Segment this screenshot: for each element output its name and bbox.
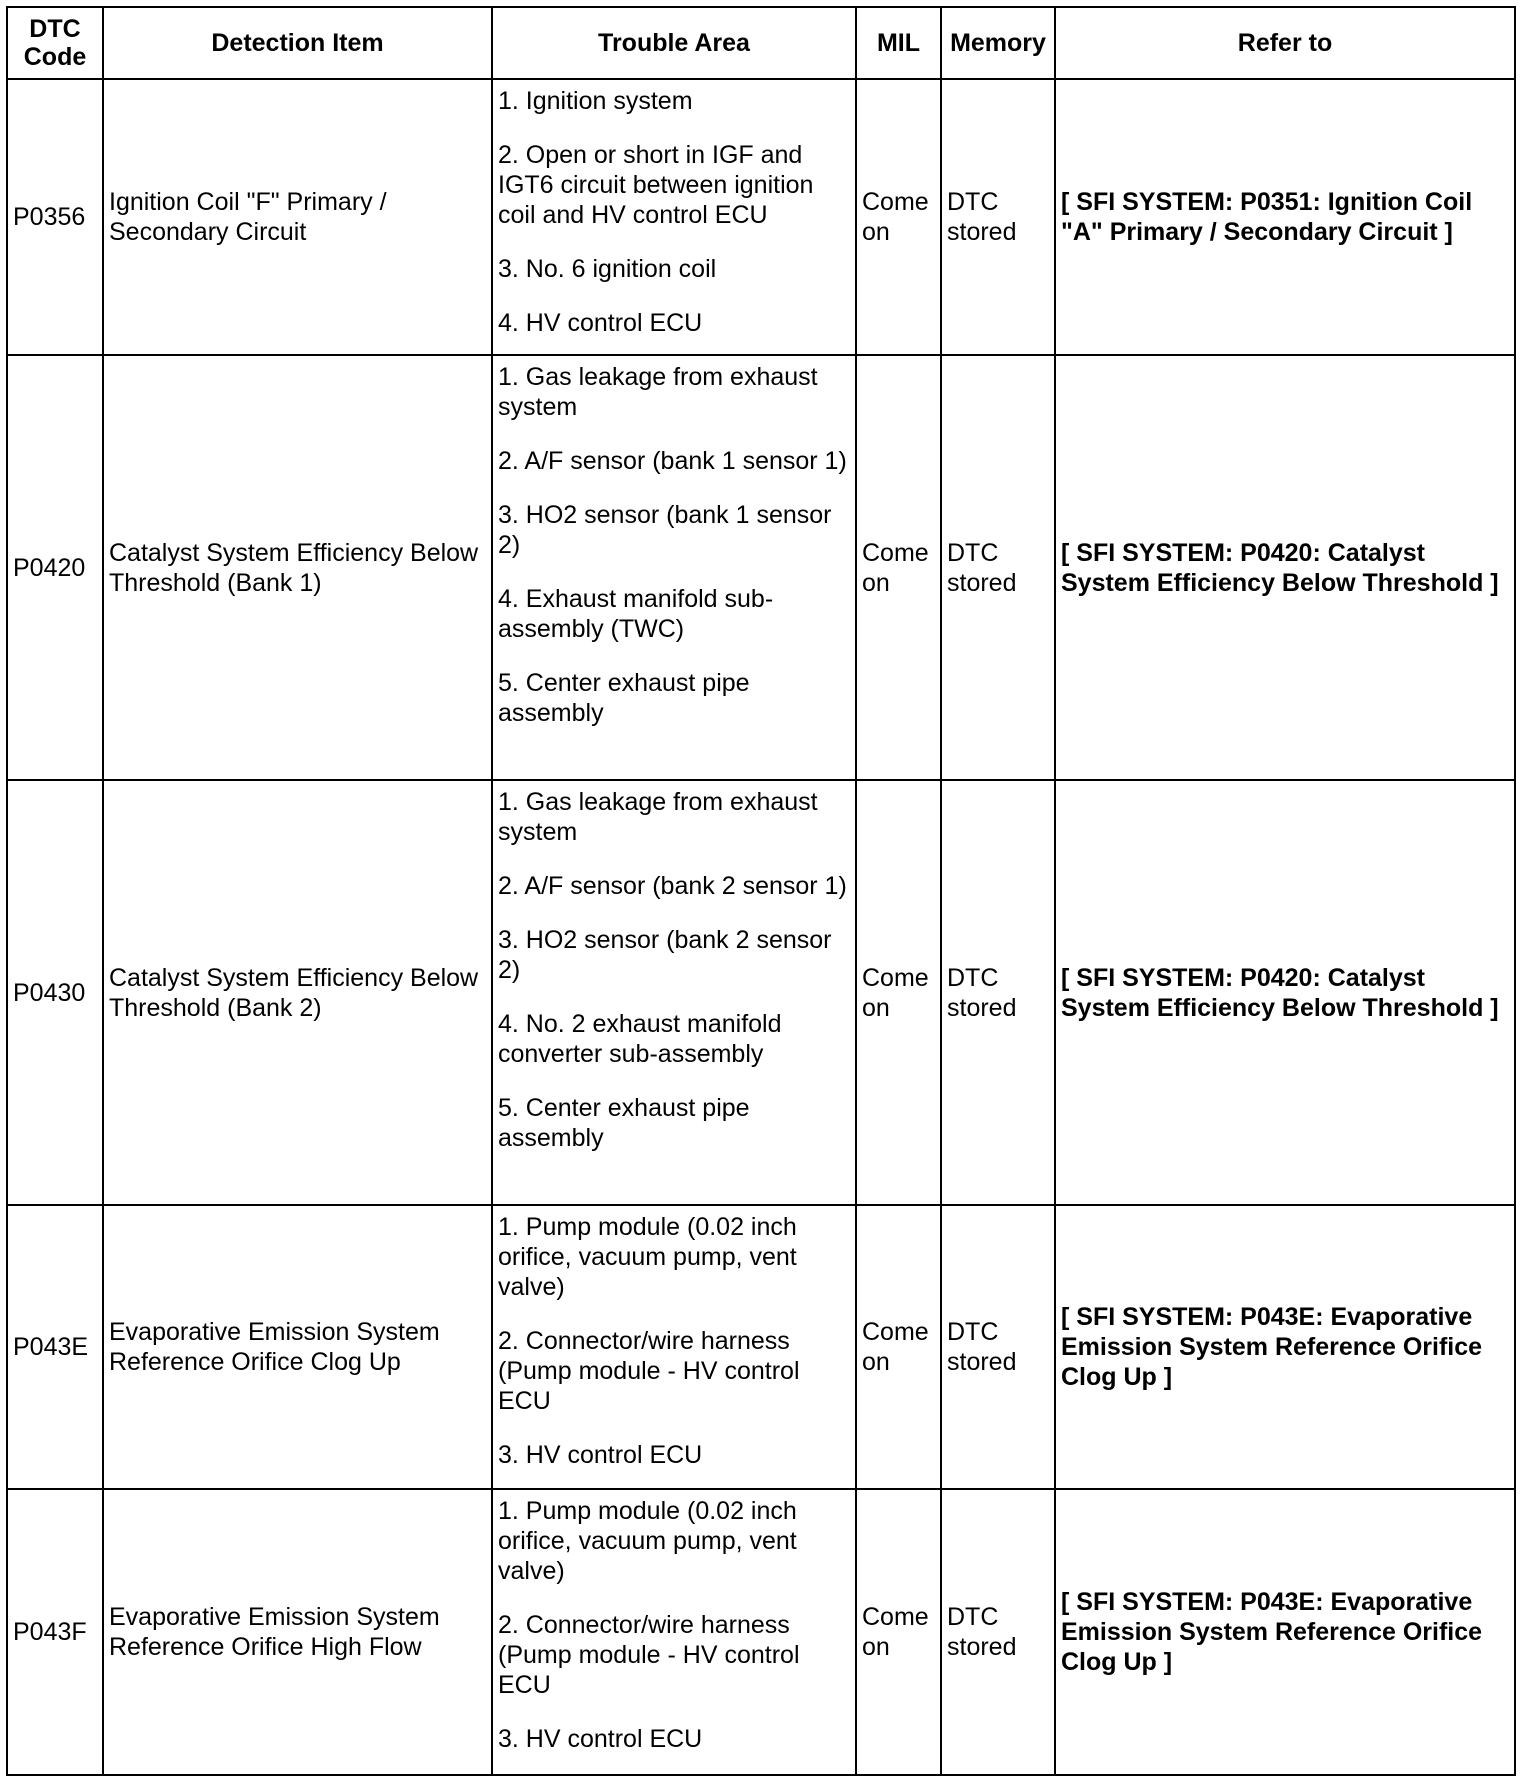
trouble-area-item: 3. HO2 sensor (bank 1 sensor 2) [498,501,832,559]
dtc-code-cell: P043E [7,1205,103,1489]
header-refer-to: Refer to [1055,7,1515,79]
trouble-area-item: 4. HV control ECU [498,309,703,337]
trouble-area-item: 1. Ignition system [498,87,693,115]
detection-item-cell: Evaporative Emission System Reference Orifice High Flow [103,1489,492,1775]
header-row [7,7,1515,79]
header-dtc-code: DTC Code [7,7,103,79]
dtc-code-cell: P0420 [7,355,103,780]
trouble-area-item: 1. Pump module (0.02 inch orifice, vacuum pump, vent valve) [498,1497,797,1585]
trouble-area-item: 2. Connector/wire harness (Pump module - HV control ECU [498,1611,800,1699]
table-row [7,1489,1515,1775]
detection-item-cell: Catalyst System Efficiency Below Threshold (Bank 2) [103,780,492,1205]
trouble-area-item: 2. Open or short in IGF and IGT6 circuit between ignition coil and HV control ECU [498,141,814,229]
table-row [7,355,1515,780]
trouble-area-cell [492,1489,856,1775]
trouble-area-cell [492,355,856,780]
trouble-area-item: 3. HV control ECU [498,1441,703,1469]
dtc-code-cell: P0430 [7,780,103,1205]
memory-cell: DTC stored [941,1489,1055,1775]
header-trouble-area: Trouble Area [492,7,856,79]
trouble-area-item: 3. HV control ECU [498,1725,703,1753]
dtc-table [6,6,1516,1776]
trouble-area-cell [492,1205,856,1489]
detection-item-cell: Catalyst System Efficiency Below Threshold (Bank 1) [103,355,492,780]
memory-cell: DTC stored [941,1205,1055,1489]
trouble-area-item: 1. Pump module (0.02 inch orifice, vacuum pump, vent valve) [498,1213,797,1301]
trouble-area-item: 4. Exhaust manifold sub-assembly (TWC) [498,585,774,643]
trouble-area-item: 3. HO2 sensor (bank 2 sensor 2) [498,926,832,984]
table-row [7,79,1515,355]
trouble-area-cell [492,780,856,1205]
detection-item-cell: Evaporative Emission System Reference Orifice Clog Up [103,1205,492,1489]
refer-to-link[interactable]: [ SFI SYSTEM: P0420: Catalyst System Efficiency Below Threshold ] [1055,355,1515,780]
header-detection-item: Detection Item [103,7,492,79]
memory-cell: DTC stored [941,79,1055,355]
trouble-area-item: 5. Center exhaust pipe assembly [498,669,750,727]
trouble-area-item: 1. Gas leakage from exhaust system [498,363,818,421]
trouble-area-item: 2. A/F sensor (bank 1 sensor 1) [498,447,847,475]
trouble-area-cell [492,79,856,355]
dtc-code-cell: P043F [7,1489,103,1775]
trouble-area-item: 5. Center exhaust pipe assembly [498,1094,750,1152]
mil-cell: Come on [856,1489,941,1775]
refer-to-link[interactable]: [ SFI SYSTEM: P0351: Ignition Coil "A" Primary / Secondary Circuit ] [1055,79,1515,355]
dtc-code-cell: P0356 [7,79,103,355]
trouble-area-item: 1. Gas leakage from exhaust system [498,788,818,846]
trouble-area-item: 3. No. 6 ignition coil [498,255,717,283]
header-mil: MIL [856,7,941,79]
trouble-area-item: 2. Connector/wire harness (Pump module - HV control ECU [498,1327,800,1415]
memory-cell: DTC stored [941,355,1055,780]
refer-to-link[interactable]: [ SFI SYSTEM: P043E: Evaporative Emission System Reference Orifice Clog Up ] [1055,1489,1515,1775]
trouble-area-item: 4. No. 2 exhaust manifold converter sub-assembly [498,1010,782,1068]
table-row [7,780,1515,1205]
mil-cell: Come on [856,1205,941,1489]
memory-cell: DTC stored [941,780,1055,1205]
mil-cell: Come on [856,79,941,355]
table-row [7,1205,1515,1489]
mil-cell: Come on [856,780,941,1205]
mil-cell: Come on [856,355,941,780]
refer-to-link[interactable]: [ SFI SYSTEM: P0420: Catalyst System Efficiency Below Threshold ] [1055,780,1515,1205]
header-memory: Memory [941,7,1055,79]
refer-to-link[interactable]: [ SFI SYSTEM: P043E: Evaporative Emission System Reference Orifice Clog Up ] [1055,1205,1515,1489]
trouble-area-item: 2. A/F sensor (bank 2 sensor 1) [498,872,847,900]
detection-item-cell: Ignition Coil "F" Primary / Secondary Circuit [103,79,492,355]
